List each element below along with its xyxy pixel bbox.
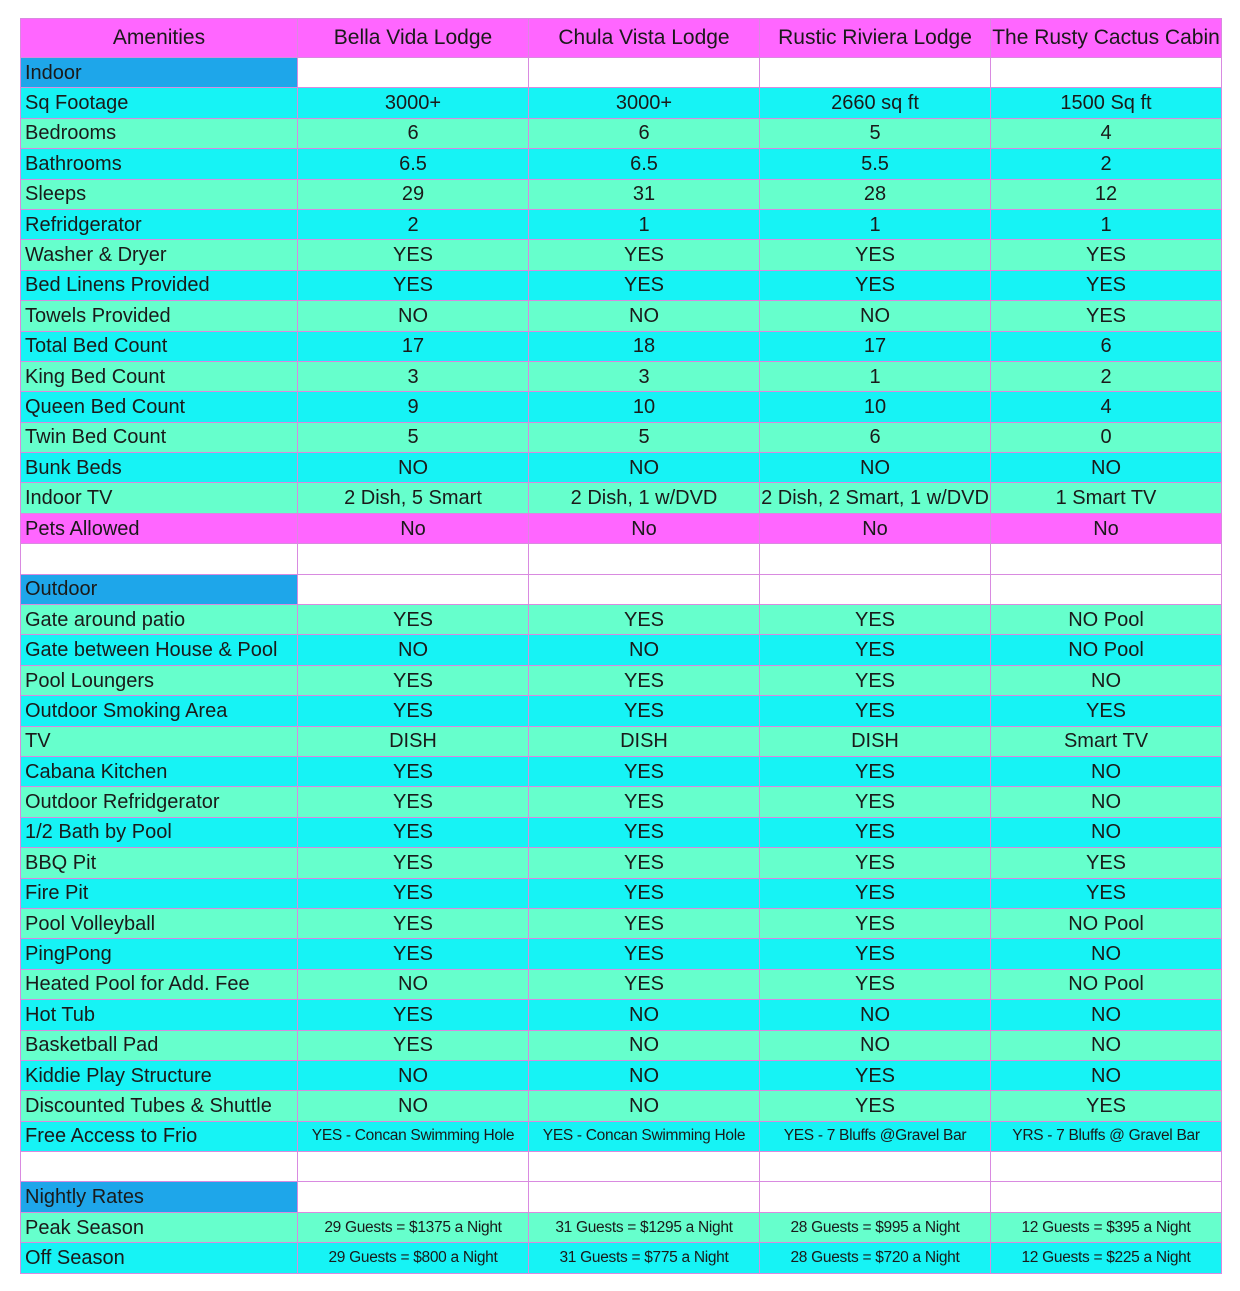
row-label: Cabana Kitchen [21, 756, 298, 786]
row-label: TV [21, 726, 298, 756]
table-row [21, 361, 1222, 391]
cell-value: YES [298, 908, 529, 938]
cell-value: 31 Guests = $1295 a Night [529, 1212, 760, 1242]
cell-value: YES [760, 878, 991, 908]
row-label: BBQ Pit [21, 848, 298, 878]
cell-value: 4 [991, 392, 1222, 422]
cell-value: YES [760, 696, 991, 726]
cell-value [760, 544, 991, 574]
cell-value [298, 1182, 529, 1212]
cell-value: YES [760, 848, 991, 878]
cell-value: NO [991, 665, 1222, 695]
table-row [21, 605, 1222, 635]
cell-value: YES [529, 878, 760, 908]
table-row [21, 1030, 1222, 1060]
row-label: Queen Bed Count [21, 392, 298, 422]
row-label: Gate between House & Pool [21, 635, 298, 665]
cell-value: NO Pool [991, 908, 1222, 938]
table-row [21, 88, 1222, 118]
cell-value: 29 Guests = $1375 a Night [298, 1212, 529, 1242]
row-label: King Bed Count [21, 361, 298, 391]
table-row [21, 696, 1222, 726]
cell-value: 3 [298, 361, 529, 391]
cell-value: 3 [529, 361, 760, 391]
row-label: Pets Allowed [21, 513, 298, 543]
table-row [21, 301, 1222, 331]
table-row [21, 908, 1222, 938]
cell-value: NO [991, 1000, 1222, 1030]
section-row [21, 1182, 1222, 1212]
spacer-row [21, 1152, 1222, 1182]
cell-value [298, 58, 529, 88]
row-label: Peak Season [21, 1212, 298, 1242]
cell-value [298, 574, 529, 604]
table-row [21, 1212, 1222, 1242]
row-label: Towels Provided [21, 301, 298, 331]
table-row [21, 1243, 1222, 1273]
cell-value: YES [298, 1030, 529, 1060]
table-row [21, 817, 1222, 847]
cell-value [529, 544, 760, 574]
cell-value: NO [991, 939, 1222, 969]
cell-value: YES [529, 240, 760, 270]
cell-value: YES - Concan Swimming Hole [529, 1121, 760, 1151]
cell-value: YES [298, 270, 529, 300]
cell-value: NO [529, 1000, 760, 1030]
row-label: Kiddie Play Structure [21, 1060, 298, 1090]
cell-value: YES [298, 817, 529, 847]
table-row [21, 179, 1222, 209]
cell-value [991, 1152, 1222, 1182]
cell-value: 5 [529, 422, 760, 452]
row-label: Free Access to Frio [21, 1121, 298, 1151]
cell-value: NO [529, 301, 760, 331]
cell-value: YES [298, 787, 529, 817]
cell-value: 17 [760, 331, 991, 361]
cell-value: 12 [991, 179, 1222, 209]
cell-value [991, 58, 1222, 88]
cell-value: YES [298, 848, 529, 878]
cell-value: 2 Dish, 5 Smart [298, 483, 529, 513]
row-label: Twin Bed Count [21, 422, 298, 452]
cell-value: 5 [760, 118, 991, 148]
cell-value: YES [760, 270, 991, 300]
cell-value: No [991, 513, 1222, 543]
cell-value: YES [991, 696, 1222, 726]
cell-value: 28 [760, 179, 991, 209]
header-bella-vida-lodge: Bella Vida Lodge [298, 19, 529, 58]
table-row [21, 939, 1222, 969]
cell-value: 0 [991, 422, 1222, 452]
cell-value: YES [298, 878, 529, 908]
cell-value: YES [760, 787, 991, 817]
cell-value: 29 Guests = $800 a Night [298, 1243, 529, 1273]
row-label: Sq Footage [21, 88, 298, 118]
cell-value: NO [298, 635, 529, 665]
section-label: Nightly Rates [21, 1182, 298, 1212]
row-label: Heated Pool for Add. Fee [21, 969, 298, 999]
cell-value: YES [991, 270, 1222, 300]
cell-value: YES [298, 756, 529, 786]
table-row [21, 1000, 1222, 1030]
cell-value: DISH [760, 726, 991, 756]
spacer-row [21, 544, 1222, 574]
row-label: Bunk Beds [21, 453, 298, 483]
section-label: Outdoor [21, 574, 298, 604]
cell-value: YES [760, 635, 991, 665]
cell-value: YES [760, 817, 991, 847]
cell-value: YES [760, 240, 991, 270]
cell-value: 2 [991, 361, 1222, 391]
row-label: Pool Loungers [21, 665, 298, 695]
cell-value: 12 Guests = $225 a Night [991, 1243, 1222, 1273]
cell-value: 4 [991, 118, 1222, 148]
table-row [21, 726, 1222, 756]
cell-value: No [298, 513, 529, 543]
table-row [21, 453, 1222, 483]
row-label [21, 1152, 298, 1182]
cell-value: NO [298, 301, 529, 331]
cell-value: NO [760, 453, 991, 483]
cell-value: 6.5 [298, 149, 529, 179]
cell-value: 18 [529, 331, 760, 361]
cell-value [298, 1152, 529, 1182]
row-label: Total Bed Count [21, 331, 298, 361]
section-label: Indoor [21, 58, 298, 88]
cell-value: YES [991, 878, 1222, 908]
table-row [21, 1121, 1222, 1151]
cell-value [298, 544, 529, 574]
cell-value: NO [298, 453, 529, 483]
cell-value: NO [991, 1030, 1222, 1060]
cell-value: Smart TV [991, 726, 1222, 756]
cell-value: 31 Guests = $775 a Night [529, 1243, 760, 1273]
cell-value: 6 [529, 118, 760, 148]
cell-value: YES [760, 1091, 991, 1121]
row-label: Refridgerator [21, 209, 298, 239]
cell-value: YES [991, 240, 1222, 270]
cell-value: YES [529, 848, 760, 878]
header-rusty-cactus-cabin: The Rusty Cactus Cabin [991, 19, 1222, 58]
cell-value: YES [991, 848, 1222, 878]
cell-value [760, 574, 991, 604]
cell-value: YES [298, 665, 529, 695]
cell-value [991, 1182, 1222, 1212]
cell-value: 6.5 [529, 149, 760, 179]
row-label: Outdoor Smoking Area [21, 696, 298, 726]
table-row [21, 787, 1222, 817]
cell-value: 1 Smart TV [991, 483, 1222, 513]
cell-value: YES [760, 665, 991, 695]
cell-value: 1 [760, 209, 991, 239]
cell-value: YES [760, 756, 991, 786]
cell-value: 6 [298, 118, 529, 148]
cell-value: 5.5 [760, 149, 991, 179]
cell-value: YES [298, 605, 529, 635]
table-row [21, 635, 1222, 665]
row-label: Basketball Pad [21, 1030, 298, 1060]
cell-value: YES - Concan Swimming Hole [298, 1121, 529, 1151]
cell-value: NO Pool [991, 635, 1222, 665]
cell-value: 9 [298, 392, 529, 422]
cell-value: No [529, 513, 760, 543]
cell-value: NO [298, 969, 529, 999]
cell-value: 1 [529, 209, 760, 239]
table-row [21, 149, 1222, 179]
row-label: Bed Linens Provided [21, 270, 298, 300]
cell-value [991, 574, 1222, 604]
cell-value: No [760, 513, 991, 543]
cell-value: YES [991, 301, 1222, 331]
cell-value: YES [298, 1000, 529, 1030]
cell-value: YES [529, 908, 760, 938]
cell-value: YES [760, 939, 991, 969]
cell-value [529, 1182, 760, 1212]
row-label: Discounted Tubes & Shuttle [21, 1091, 298, 1121]
cell-value [760, 1182, 991, 1212]
cell-value: 2 Dish, 2 Smart, 1 w/DVD [760, 483, 991, 513]
row-label: Fire Pit [21, 878, 298, 908]
table-row [21, 878, 1222, 908]
cell-value: YES [298, 696, 529, 726]
cell-value: YES [529, 270, 760, 300]
cell-value: NO Pool [991, 969, 1222, 999]
row-label: Gate around patio [21, 605, 298, 635]
cell-value: 2660 sq ft [760, 88, 991, 118]
cell-value: YES [760, 908, 991, 938]
table-row [21, 513, 1222, 543]
cell-value: 10 [760, 392, 991, 422]
table-row [21, 240, 1222, 270]
cell-value: NO [529, 453, 760, 483]
cell-value: YES [760, 969, 991, 999]
header-amenities: Amenities [21, 19, 298, 58]
cell-value: 1 [991, 209, 1222, 239]
cell-value: YES [529, 817, 760, 847]
cell-value: YES [529, 969, 760, 999]
row-label: Hot Tub [21, 1000, 298, 1030]
table-row [21, 756, 1222, 786]
cell-value: 3000+ [298, 88, 529, 118]
row-label: 1/2 Bath by Pool [21, 817, 298, 847]
cell-value: NO [760, 1000, 991, 1030]
cell-value: YES [760, 605, 991, 635]
cell-value: 29 [298, 179, 529, 209]
table-row [21, 665, 1222, 695]
cell-value: 2 Dish, 1 w/DVD [529, 483, 760, 513]
cell-value: 6 [991, 331, 1222, 361]
cell-value: DISH [529, 726, 760, 756]
cell-value: YES [529, 696, 760, 726]
row-label: Sleeps [21, 179, 298, 209]
cell-value: NO [991, 817, 1222, 847]
row-label: Bathrooms [21, 149, 298, 179]
cell-value: NO [991, 1060, 1222, 1090]
cell-value: NO [529, 1030, 760, 1060]
cell-value: 1 [760, 361, 991, 391]
cell-value: YES [529, 665, 760, 695]
cell-value: 3000+ [529, 88, 760, 118]
cell-value: NO [298, 1060, 529, 1090]
table-row [21, 422, 1222, 452]
table-row [21, 209, 1222, 239]
cell-value: 6 [760, 422, 991, 452]
cell-value: YES [529, 939, 760, 969]
table-row [21, 1091, 1222, 1121]
cell-value: 1500 Sq ft [991, 88, 1222, 118]
cell-value: NO [991, 756, 1222, 786]
cell-value: 2 [991, 149, 1222, 179]
cell-value: YES [529, 605, 760, 635]
cell-value: NO [529, 1091, 760, 1121]
section-row [21, 574, 1222, 604]
header-chula-vista-lodge: Chula Vista Lodge [529, 19, 760, 58]
row-label [21, 544, 298, 574]
row-label: Off Season [21, 1243, 298, 1273]
cell-value [991, 544, 1222, 574]
cell-value: YES [991, 1091, 1222, 1121]
cell-value: NO [760, 301, 991, 331]
cell-value: 5 [298, 422, 529, 452]
header-row [21, 19, 1222, 58]
table-row [21, 270, 1222, 300]
table-row [21, 392, 1222, 422]
cell-value [529, 58, 760, 88]
row-label: Bedrooms [21, 118, 298, 148]
cell-value: 17 [298, 331, 529, 361]
cell-value: 2 [298, 209, 529, 239]
cell-value: 31 [529, 179, 760, 209]
cell-value: NO Pool [991, 605, 1222, 635]
cell-value: YES [298, 939, 529, 969]
row-label: Indoor TV [21, 483, 298, 513]
cell-value: YES [529, 787, 760, 817]
cell-value: YES [298, 240, 529, 270]
cell-value: NO [991, 787, 1222, 817]
table-row [21, 118, 1222, 148]
row-label: Washer & Dryer [21, 240, 298, 270]
cell-value: 10 [529, 392, 760, 422]
cell-value: NO [298, 1091, 529, 1121]
cell-value: YES - 7 Bluffs @Gravel Bar [760, 1121, 991, 1151]
cell-value: 28 Guests = $995 a Night [760, 1212, 991, 1242]
table-row [21, 848, 1222, 878]
cell-value [529, 574, 760, 604]
amenities-comparison-table [20, 18, 1222, 1274]
cell-value: YES [529, 756, 760, 786]
table-row [21, 969, 1222, 999]
section-row [21, 58, 1222, 88]
table-row [21, 1060, 1222, 1090]
row-label: Outdoor Refridgerator [21, 787, 298, 817]
cell-value [529, 1152, 760, 1182]
cell-value: DISH [298, 726, 529, 756]
cell-value: 28 Guests = $720 a Night [760, 1243, 991, 1273]
table-row [21, 331, 1222, 361]
row-label: PingPong [21, 939, 298, 969]
cell-value: NO [529, 635, 760, 665]
cell-value [760, 58, 991, 88]
header-rustic-riviera-lodge: Rustic Riviera Lodge [760, 19, 991, 58]
cell-value [760, 1152, 991, 1182]
cell-value: YES [760, 1060, 991, 1090]
cell-value: NO [760, 1030, 991, 1060]
cell-value: NO [529, 1060, 760, 1090]
row-label: Pool Volleyball [21, 908, 298, 938]
cell-value: NO [991, 453, 1222, 483]
cell-value: YRS - 7 Bluffs @ Gravel Bar [991, 1121, 1222, 1151]
cell-value: 12 Guests = $395 a Night [991, 1212, 1222, 1242]
table-row [21, 483, 1222, 513]
